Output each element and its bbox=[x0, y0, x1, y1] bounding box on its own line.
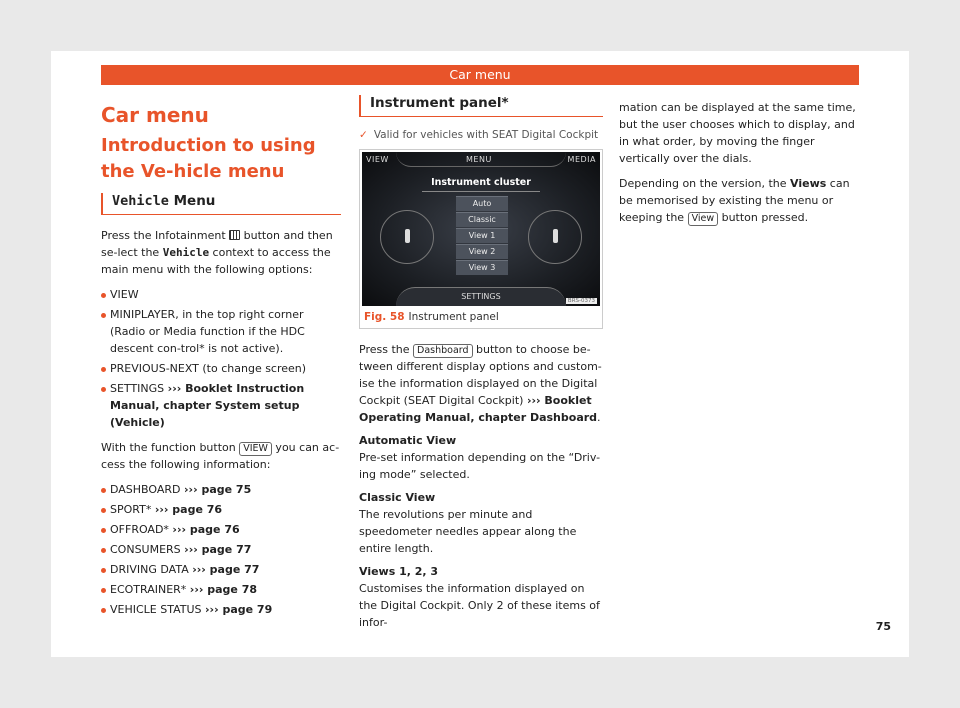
screen-tab-menu: MENU bbox=[466, 155, 492, 164]
intro-paragraph: Press the Infotainment button and then se-lect the Vehicle context to access the main menu with the following options: bbox=[101, 229, 333, 276]
list-item: PREVIOUS-NEXT (to change screen) bbox=[101, 360, 341, 377]
views-memory-paragraph: Depending on the version, the Views can be memorised by existing the menu or keeping the View button pressed. bbox=[619, 177, 850, 224]
screen-divider bbox=[422, 191, 540, 192]
list-item: ECOTRAINER* ››› page 78 bbox=[101, 581, 341, 598]
subsection-title bbox=[101, 193, 341, 215]
screen-tab-view: VIEW bbox=[366, 155, 389, 164]
page-link[interactable]: page 77 bbox=[205, 563, 260, 576]
screen-settings-bar: SETTINGS bbox=[396, 287, 566, 306]
cross-reference-link[interactable]: Booklet Instruction Manual, chapter System setup (Vehicle) bbox=[110, 382, 305, 429]
page-number: 75 bbox=[875, 620, 891, 633]
right-dial-icon bbox=[528, 210, 582, 264]
page-link[interactable]: page 78 bbox=[203, 583, 258, 596]
screen-tab-media: MEDIA bbox=[567, 155, 596, 164]
screen-option: Auto bbox=[456, 196, 508, 211]
info-list bbox=[101, 481, 341, 618]
list-item: DRIVING DATA ››› page 77 bbox=[101, 561, 341, 578]
view-key: VIEW bbox=[239, 442, 272, 456]
figure-58 bbox=[359, 149, 603, 329]
screen-option: View 3 bbox=[456, 260, 508, 275]
page-link[interactable]: page 79 bbox=[218, 603, 273, 616]
running-header: Car menu bbox=[101, 65, 859, 85]
instrument-panel-heading: Instrument panel* bbox=[359, 95, 603, 117]
section-title: Introduction to using the Ve-hicle menu bbox=[101, 135, 316, 182]
page-link[interactable]: page 75 bbox=[197, 483, 252, 496]
column-right bbox=[619, 99, 859, 234]
screen-title: Instrument cluster bbox=[431, 177, 531, 188]
list-item: DASHBOARD ››› page 75 bbox=[101, 481, 341, 498]
dashboard-key: Dashboard bbox=[413, 344, 473, 358]
classic-view-text: The revolutions per minute and speedometer needles appear along the entire length. bbox=[359, 508, 577, 555]
list-item: SPORT* ››› page 76 bbox=[101, 501, 341, 518]
options-list bbox=[101, 286, 341, 431]
column-middle bbox=[359, 95, 603, 639]
views-title: Views 1, 2, 3 bbox=[359, 565, 439, 578]
infotainment-icon bbox=[229, 230, 240, 240]
column-left bbox=[101, 95, 341, 626]
page-link[interactable]: page 77 bbox=[197, 543, 252, 556]
list-item: VEHICLE STATUS ››› page 79 bbox=[101, 601, 341, 618]
view-paragraph: With the function button VIEW you can ac-cess the following information: bbox=[101, 441, 340, 471]
page-link[interactable]: page 76 bbox=[168, 503, 223, 516]
views-text: Customises the information displayed on the Digital Cockpit. Only 2 of these items of infor- bbox=[359, 582, 600, 629]
manual-page bbox=[51, 51, 909, 657]
booklet-link[interactable]: Booklet Operating Manual, chapter Dashboard bbox=[359, 394, 598, 424]
list-item: VIEW bbox=[101, 286, 341, 303]
screen-option: View 1 bbox=[456, 228, 508, 243]
check-icon: ✓ bbox=[359, 129, 368, 141]
screen-option: View 2 bbox=[456, 244, 508, 259]
chapter-title: Car menu bbox=[101, 103, 209, 127]
vehicle-label: Vehicle bbox=[112, 193, 169, 209]
automatic-view-title: Automatic View bbox=[359, 434, 457, 447]
cockpit-screen-image bbox=[362, 152, 600, 306]
automatic-view-text: Pre-set information depending on the “Driv-ing mode” selected. bbox=[359, 451, 601, 481]
page-link[interactable]: page 76 bbox=[186, 523, 240, 536]
list-item: MINIPLAYER, in the top right corner (Radio or Media function if the HDC descent con-trol* is not active). bbox=[101, 306, 341, 357]
continued-paragraph: mation can be displayed at the same time, but the user chooses which to display, and in what order, by moving the finger vertically over the dials. bbox=[619, 101, 856, 165]
list-item: OFFROAD* ››› page 76 bbox=[101, 521, 341, 538]
classic-view-title: Classic View bbox=[359, 491, 436, 504]
left-dial-icon bbox=[380, 210, 434, 264]
screen-option: Classic bbox=[456, 212, 508, 227]
menu-label: Menu bbox=[168, 193, 216, 209]
list-item: SETTINGS ››› Booklet Instruction Manual, chapter System setup (Vehicle) bbox=[101, 380, 341, 431]
dashboard-paragraph: Press the Dashboard button to choose be-tween different display options and custom-ise the information displayed on the Digital Cockpit (SEAT Digital Cockpit) ››› Booklet Operating Manual, chapter Dashboard. bbox=[359, 343, 602, 424]
figure-caption: Fig. 58 Instrument panel bbox=[364, 311, 499, 323]
validity-note: ✓ Valid for vehicles with SEAT Digital Cockpit bbox=[359, 129, 599, 141]
list-item: CONSUMERS ››› page 77 bbox=[101, 541, 341, 558]
figure-code: BRS-0373 bbox=[567, 298, 595, 304]
view-key: View bbox=[688, 212, 719, 226]
